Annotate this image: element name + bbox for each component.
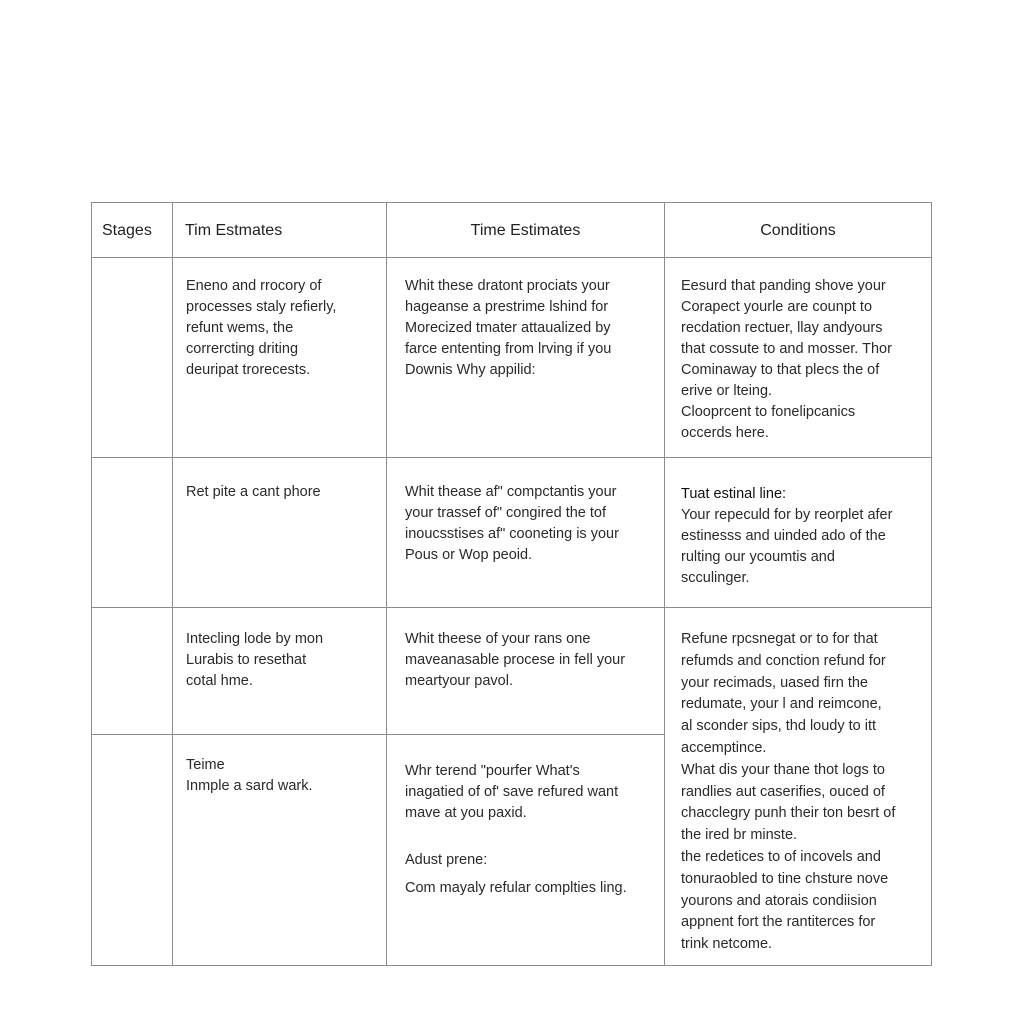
row2-col3-text: Whit thease af" compctantis your your trassef of" congired the tof inoucsstises af" cooneting is your Pous or Wop peoid. <box>405 484 619 563</box>
merged-conditions-text: Refune rpcsnegat or to for that refumds and conction refund for your recimads, uased firn the redumate, your l and reimcone, al sconder sips, thd loudy to itt accemptince. What dis your thane thot logs to randlies aut caserifies, ouced of chacclegry punh their ton besrt of the ired br minste. the redetices to of incovels and tonuraobled to tine chsture nove yourons and atorais condiision appnent fort the rantiterces for trink netcome. <box>681 631 896 953</box>
estimates-table <box>91 202 932 966</box>
paragraph-gap <box>405 824 627 850</box>
row1-col3-text: Whit these dratont prociats your hageanse a prestrime lshind for Morecized tmater attaualized by farce ententing from lrving if you Downis Why appilid: <box>405 278 612 378</box>
row2-col4-text: Tuat estinal line: Your repeculd for by reorplet afer estinesss and uinded ado of the rulting our ycoumtis and scculinger. <box>681 486 893 586</box>
column-divider <box>172 203 173 965</box>
header-stages: Stages <box>102 222 152 239</box>
row-divider <box>92 607 931 608</box>
row-divider <box>92 734 664 735</box>
row4-col3-text: Whr terend "pourfer What's inagatied of of' save refured want mave at you paxid. Adust prene: Com mayaly refular complties ling. <box>405 763 627 896</box>
row3-col3-text: Whit theese of your rans one maveanasable procese in fell your meartyour pavol. <box>405 631 626 689</box>
column-divider <box>386 203 387 965</box>
row3-col2-text: Intecling lode by mon Lurabis to resethat cotal hme. <box>186 631 324 689</box>
row2-col2-text: Ret pite a cant phore <box>186 484 321 500</box>
header-tim-estmates: Tim Estmates <box>185 222 283 239</box>
column-divider <box>664 203 665 965</box>
row1-col2-text: Eneno and rrocory of processes staly refierly, refunt wems, the corrercting driting deuripat trorecests. <box>186 278 337 378</box>
row4-col2-text: Teime Inmple a sard wark. <box>186 757 313 794</box>
row1-col4-text: Eesurd that panding shove your Corapect yourle are counpt to recdation rectuer, llay andyours that cossute to and mosser. Thor Cominaway to that plecs the of erive or lteing. Clooprcent to fonelipcanics occerds here. <box>681 278 892 441</box>
header-time-estimates: Time Estimates <box>470 222 581 239</box>
row2-col4-title: Tuat estinal line: <box>681 486 787 502</box>
row-divider <box>92 457 931 458</box>
row-divider <box>92 257 931 258</box>
header-conditions: Conditions <box>760 222 836 239</box>
